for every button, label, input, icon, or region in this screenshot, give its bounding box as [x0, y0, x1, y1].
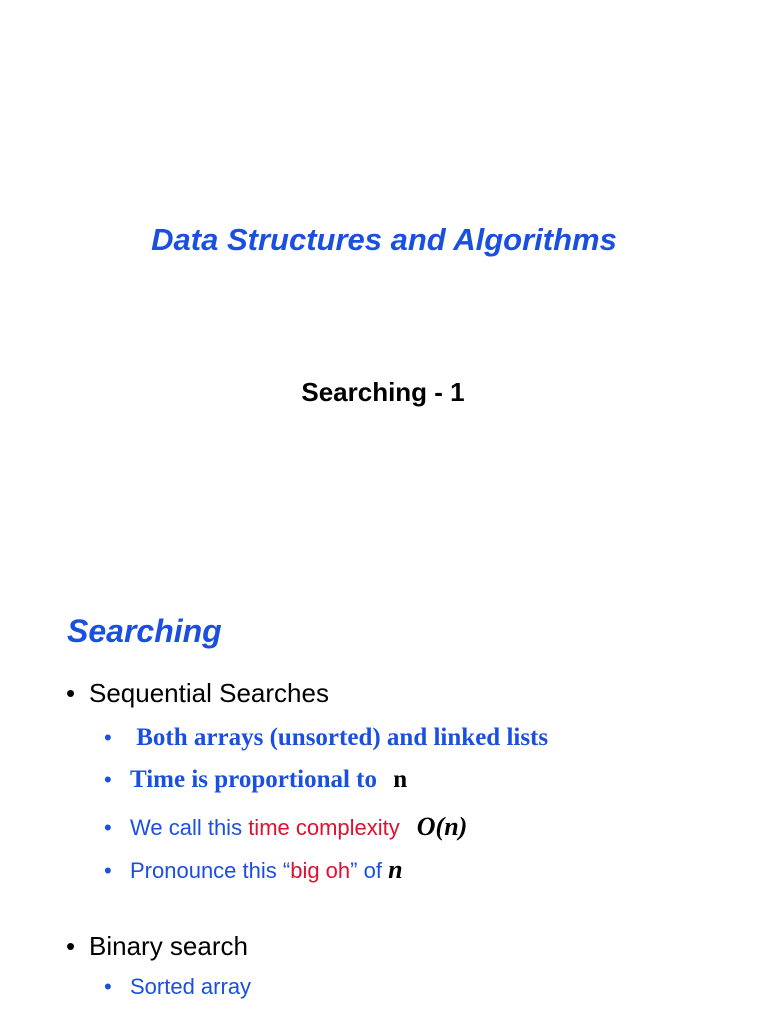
- variable-n: n: [393, 766, 408, 793]
- bullet-sequential-searches: [66, 678, 329, 709]
- sub-bullet-text: Time is proportional to: [130, 766, 384, 793]
- sub-bullet-pronounce: [104, 855, 403, 885]
- bullet-dot: •: [66, 678, 76, 708]
- highlight-time-complexity: time complexity: [248, 815, 400, 840]
- sub-bullet-sorted-array: [104, 974, 251, 1000]
- sub-bullet-time-complexity: [104, 812, 467, 842]
- sub-bullet-time-proportional: [104, 766, 407, 794]
- sub-bullet-arrays: [104, 724, 548, 752]
- bullet-text: Binary search: [89, 931, 248, 961]
- sub-bullet-text-suffix: ” of: [350, 858, 389, 883]
- sub-bullet-text: We call this: [130, 815, 249, 840]
- math-o-n: O(n): [416, 812, 468, 841]
- bullet-dot: •: [66, 931, 76, 961]
- slide-subtitle: Searching - 1: [301, 377, 465, 407]
- sub-bullet-text: Both arrays (unsorted) and linked lists: [130, 724, 549, 751]
- math-n: n: [388, 855, 403, 884]
- bullet-binary-search: [66, 931, 248, 962]
- bullet-text: Sequential Searches: [89, 678, 329, 708]
- highlight-big-oh: big oh: [290, 858, 351, 883]
- sub-bullet-dot: •: [104, 858, 112, 883]
- section-heading: Searching: [67, 613, 222, 649]
- sub-bullet-text: Pronounce this “: [130, 858, 291, 883]
- sub-bullet-dot: •: [104, 767, 112, 792]
- sub-bullet-dot: •: [104, 815, 112, 840]
- sub-bullet-dot: •: [104, 974, 112, 999]
- sub-bullet-text: Sorted array: [130, 974, 252, 999]
- sub-bullet-dot: •: [104, 725, 112, 750]
- slide-title: Data Structures and Algorithms: [151, 222, 617, 257]
